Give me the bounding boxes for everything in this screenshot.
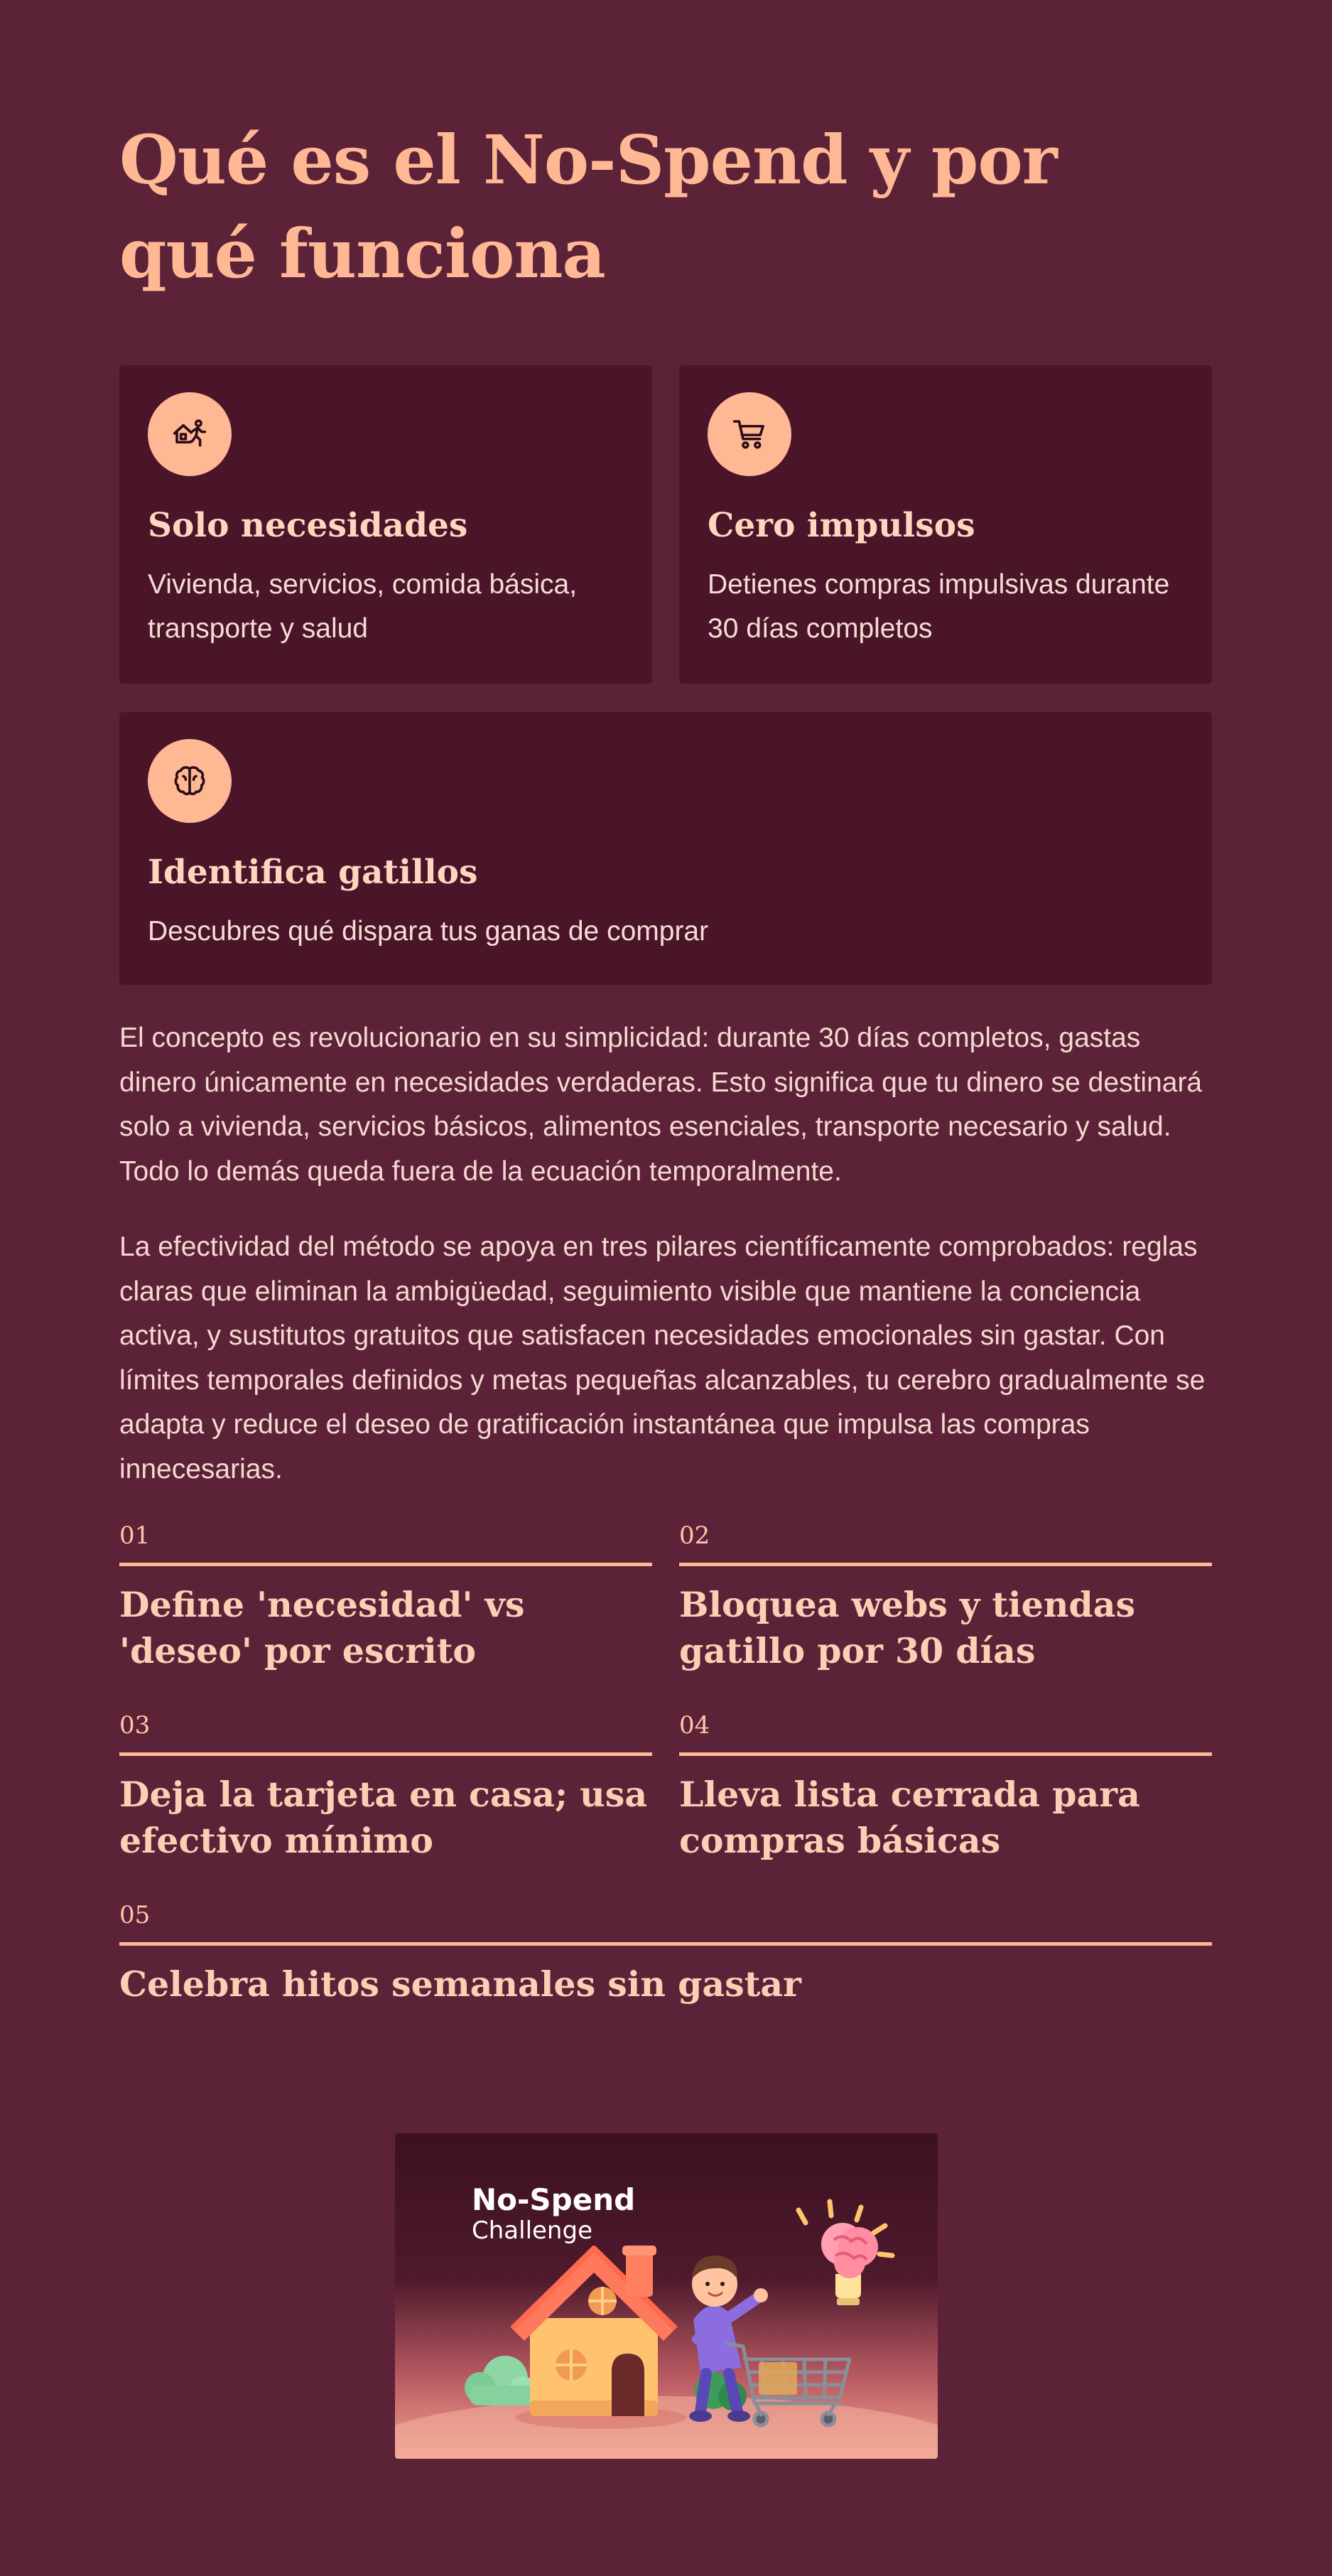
lightbulb-brain-icon	[798, 2202, 892, 2305]
feature-card-cero-impulsos	[679, 365, 1212, 684]
card-title: Identifica gatillos	[148, 853, 478, 892]
step-number: 01	[119, 1521, 652, 1566]
step-title: Celebra hitos semanales sin gastar	[119, 1963, 801, 2005]
shopping-cart-icon	[708, 392, 791, 476]
step-number: 03	[119, 1711, 652, 1756]
no-spend-challenge-illustration	[395, 2133, 938, 2459]
step-item	[119, 1901, 1212, 2008]
method-paragraph: La efectividad del método se apoya en tres pilares científicamente comprobados: reglas claras que eliminan la ambigüedad, seguimiento visible que mantiene la conciencia activa, y sustitutos gratuitos que satisfacen necesidades emocionales sin gastar. Con límites temporales definidos y metas pequeñas alcanzables, tu cerebro gradualmente se adapta y reduce el deseo de gratificación instantánea que impulsa las compras innecesarias.	[119, 1232, 1206, 1484]
card-description: Detienes compras impulsivas durante 30 días completos	[708, 569, 1170, 644]
house-runner-icon	[148, 392, 232, 476]
step-title: Bloquea webs y tiendas gatillo por 30 días	[679, 1584, 1136, 1671]
step-number: 04	[679, 1711, 1212, 1756]
hero-subtitle: Challenge	[472, 2216, 592, 2245]
feature-cards	[119, 365, 1212, 985]
step-item	[119, 1711, 652, 1864]
step-item	[679, 1711, 1212, 1864]
card-description: Descubres qué dispara tus ganas de comprar	[148, 916, 709, 947]
step-number: 02	[679, 1521, 1212, 1566]
card-title: Cero impulsos	[708, 506, 975, 545]
hero-title: No-Spend	[472, 2182, 636, 2217]
step-title: Lleva lista cerrada para compras básicas	[679, 1774, 1140, 1861]
bush-icon	[465, 2356, 537, 2405]
no-spend-section	[119, 114, 1212, 2008]
feature-card-identifica-gatillos	[119, 712, 1212, 985]
step-item	[679, 1521, 1212, 1674]
step-title: Deja la tarjeta en casa; usa efectivo mínimo	[119, 1774, 648, 1861]
card-title: Solo necesidades	[148, 506, 468, 545]
section-title: Qué es el No-Spend y por qué funciona	[119, 121, 1057, 293]
brain-icon	[148, 739, 232, 823]
feature-card-solo-necesidades	[119, 365, 652, 684]
step-number: 05	[119, 1901, 1212, 1946]
intro-paragraph: El concepto es revolucionario en su simplicidad: durante 30 días completos, gastas dinero únicamente en necesidades verdaderas. Esto significa que tu dinero se destinará solo a vivienda, servicios básicos, alimentos esenciales, transporte necesario y salud. Todo lo demás queda fuera de la ecuación temporalmente.	[119, 1023, 1203, 1187]
card-description: Vivienda, servicios, comida básica, transporte y salud	[148, 569, 578, 644]
steps-list	[119, 1521, 1212, 2008]
step-title: Define 'necesidad' vs 'deseo' por escrito	[119, 1584, 525, 1671]
step-item	[119, 1521, 652, 1674]
